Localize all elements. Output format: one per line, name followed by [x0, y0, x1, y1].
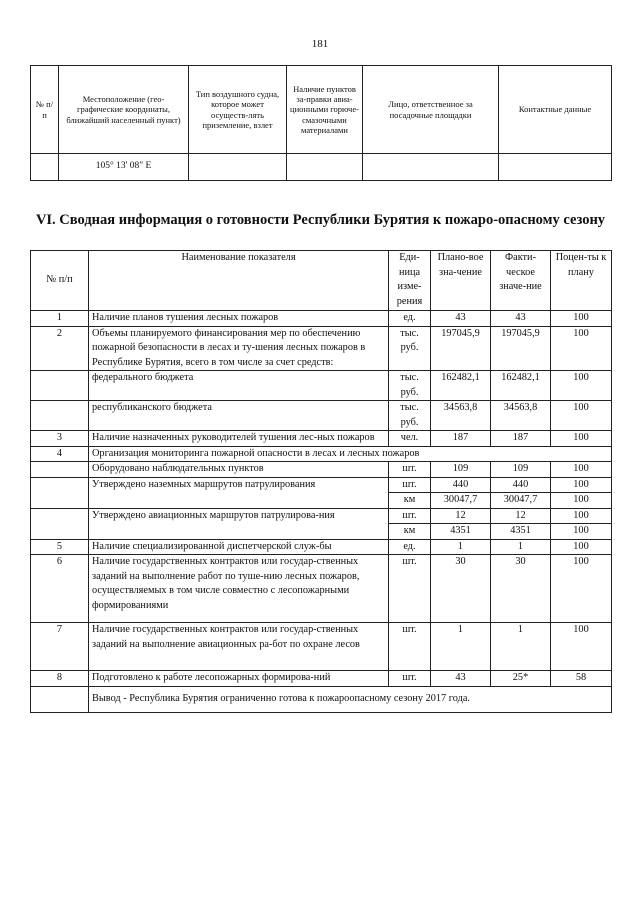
percent-value: 100 — [551, 401, 612, 431]
unit-cell: тыс. руб. — [389, 401, 431, 431]
row-number: 4 — [31, 446, 89, 462]
row-number — [31, 401, 89, 431]
indicator-name: республиканского бюджета — [89, 401, 389, 431]
table-row — [31, 462, 612, 478]
header-cell: № п/п — [31, 251, 89, 311]
unit-cell: шт. — [389, 508, 431, 524]
unit-cell: шт. — [389, 477, 431, 493]
header-cell: Еди-ница изме-рения — [389, 251, 431, 311]
indicator-name: Подготовлено к работе лесопожарных формирова-ний — [89, 671, 389, 687]
percent-value: 100 — [551, 555, 612, 623]
planned-value: 1 — [431, 623, 491, 671]
indicator-name: Утверждено авиационных маршрутов патрулирова-ния — [89, 508, 389, 539]
planned-value: 187 — [431, 431, 491, 447]
table-row — [31, 311, 612, 327]
planned-value: 109 — [431, 462, 491, 478]
actual-value: 12 — [491, 508, 551, 524]
percent-value: 100 — [551, 524, 612, 540]
table-row — [31, 671, 612, 687]
row-number — [31, 371, 89, 401]
row-number — [31, 508, 89, 539]
header-cell: Факти-ческое значе-ние — [491, 251, 551, 311]
percent-value: 100 — [551, 477, 612, 493]
row-number: 7 — [31, 623, 89, 671]
header-cell: Контактные данные — [499, 66, 612, 154]
table-cell — [499, 154, 612, 181]
indicator-name: федерального бюджета — [89, 371, 389, 401]
table-row — [31, 401, 612, 431]
indicator-name: Наличие специализированной диспетчерской служ-бы — [89, 539, 389, 555]
unit-cell: ед. — [389, 311, 431, 327]
unit-cell: шт. — [389, 462, 431, 478]
table-row — [31, 508, 612, 524]
table-row — [31, 446, 612, 462]
row-number: 1 — [31, 311, 89, 327]
unit-cell: ед. — [389, 539, 431, 555]
header-cell: № п/п — [31, 66, 59, 154]
header-cell: Наименование показателя — [89, 251, 389, 311]
indicator-name: Наличие назначенных руководителей тушения лес-ных пожаров — [89, 431, 389, 447]
planned-value: 162482,1 — [431, 371, 491, 401]
table-header-row — [31, 251, 612, 311]
table-cell — [31, 686, 89, 712]
percent-value: 100 — [551, 493, 612, 509]
indicator-name: Наличие государственных контрактов или государ-ственных заданий на выполнение авиационных ра-бот по охране лесов — [89, 623, 389, 671]
percent-value: 100 — [551, 508, 612, 524]
actual-value: 30 — [491, 555, 551, 623]
table-cell — [287, 154, 363, 181]
table-row — [31, 477, 612, 493]
actual-value: 1 — [491, 539, 551, 555]
actual-value: 109 — [491, 462, 551, 478]
indicator-name: Организация мониторинга пожарной опасности в лесах и лесных пожаров — [89, 446, 612, 462]
actual-value: 34563,8 — [491, 401, 551, 431]
header-cell: Плано-вое зна-чение — [431, 251, 491, 311]
row-number — [31, 462, 89, 478]
indicator-name: Объемы планируемого финансирования мер по обеспечению пожарной безопасности в лесах и ту-шения лесных пожаров в Республике Бурятия, всего в том числе за счет средств: — [89, 326, 389, 371]
actual-value: 440 — [491, 477, 551, 493]
row-number: 2 — [31, 326, 89, 371]
percent-value: 100 — [551, 539, 612, 555]
coordinates-cell: 105° 13' 08" E — [59, 154, 189, 181]
percent-value: 100 — [551, 326, 612, 371]
actual-value: 43 — [491, 311, 551, 327]
section-title: VI. Сводная информация о готовности Республики Бурятия к пожаро-опасному сезону — [35, 212, 606, 228]
actual-value: 1 — [491, 623, 551, 671]
conclusion-row — [31, 686, 612, 712]
header-cell: Наличие пунктов за-правки авиа-ционными горюче-смазочными материалами — [287, 66, 363, 154]
table-row — [31, 431, 612, 447]
header-cell: Поцен-ты к плану — [551, 251, 612, 311]
indicator-name: Наличие планов тушения лесных пожаров — [89, 311, 389, 327]
actual-value: 25* — [491, 671, 551, 687]
table-cell — [363, 154, 499, 181]
row-number: 3 — [31, 431, 89, 447]
indicator-name: Наличие государственных контрактов или государ-ственных заданий на выполнение работ по туше-нию лесных пожаров, осуществляемых в том числе совместно с лесопожарными формированиями — [89, 555, 389, 623]
percent-value: 100 — [551, 431, 612, 447]
planned-value: 43 — [431, 671, 491, 687]
percent-value: 100 — [551, 623, 612, 671]
header-cell: Лицо, ответственное за посадочные площадки — [363, 66, 499, 154]
table-row — [31, 539, 612, 555]
readiness-table — [30, 250, 612, 713]
unit-cell: чел. — [389, 431, 431, 447]
indicator-name: Утверждено наземных маршрутов патрулирования — [89, 477, 389, 508]
actual-value: 197045,9 — [491, 326, 551, 371]
row-number: 6 — [31, 555, 89, 623]
unit-cell: шт. — [389, 623, 431, 671]
planned-value: 43 — [431, 311, 491, 327]
indicator-name: Оборудовано наблюдательных пунктов — [89, 462, 389, 478]
airfields-table — [30, 65, 612, 181]
percent-value: 100 — [551, 371, 612, 401]
planned-value: 4351 — [431, 524, 491, 540]
percent-value: 58 — [551, 671, 612, 687]
percent-value: 100 — [551, 311, 612, 327]
planned-value: 30047,7 — [431, 493, 491, 509]
table-row — [31, 154, 612, 181]
unit-cell: тыс. руб. — [389, 371, 431, 401]
header-cell: Местоположение (гео-графические координаты, ближайший населенный пункт) — [59, 66, 189, 154]
table-row — [31, 326, 612, 371]
planned-value: 30 — [431, 555, 491, 623]
table-cell — [31, 154, 59, 181]
planned-value: 34563,8 — [431, 401, 491, 431]
actual-value: 4351 — [491, 524, 551, 540]
planned-value: 12 — [431, 508, 491, 524]
table-cell — [189, 154, 287, 181]
header-cell: Тип воздушного судна, которое может осуществ-лять приземление, взлет — [189, 66, 287, 154]
unit-cell: км — [389, 493, 431, 509]
table-row — [31, 371, 612, 401]
page-number: 181 — [311, 38, 329, 50]
actual-value: 162482,1 — [491, 371, 551, 401]
conclusion-text: Вывод - Республика Бурятия ограниченно готова к пожароопасному сезону 2017 года. — [89, 686, 612, 712]
planned-value: 1 — [431, 539, 491, 555]
table-header-row — [31, 66, 612, 154]
unit-cell: шт. — [389, 555, 431, 623]
row-number — [31, 477, 89, 508]
unit-cell: тыс. руб. — [389, 326, 431, 371]
unit-cell: шт. — [389, 671, 431, 687]
planned-value: 197045,9 — [431, 326, 491, 371]
actual-value: 30047,7 — [491, 493, 551, 509]
actual-value: 187 — [491, 431, 551, 447]
table-row — [31, 623, 612, 671]
percent-value: 100 — [551, 462, 612, 478]
planned-value: 440 — [431, 477, 491, 493]
row-number: 5 — [31, 539, 89, 555]
unit-cell: км — [389, 524, 431, 540]
table-row — [31, 555, 612, 623]
row-number: 8 — [31, 671, 89, 687]
